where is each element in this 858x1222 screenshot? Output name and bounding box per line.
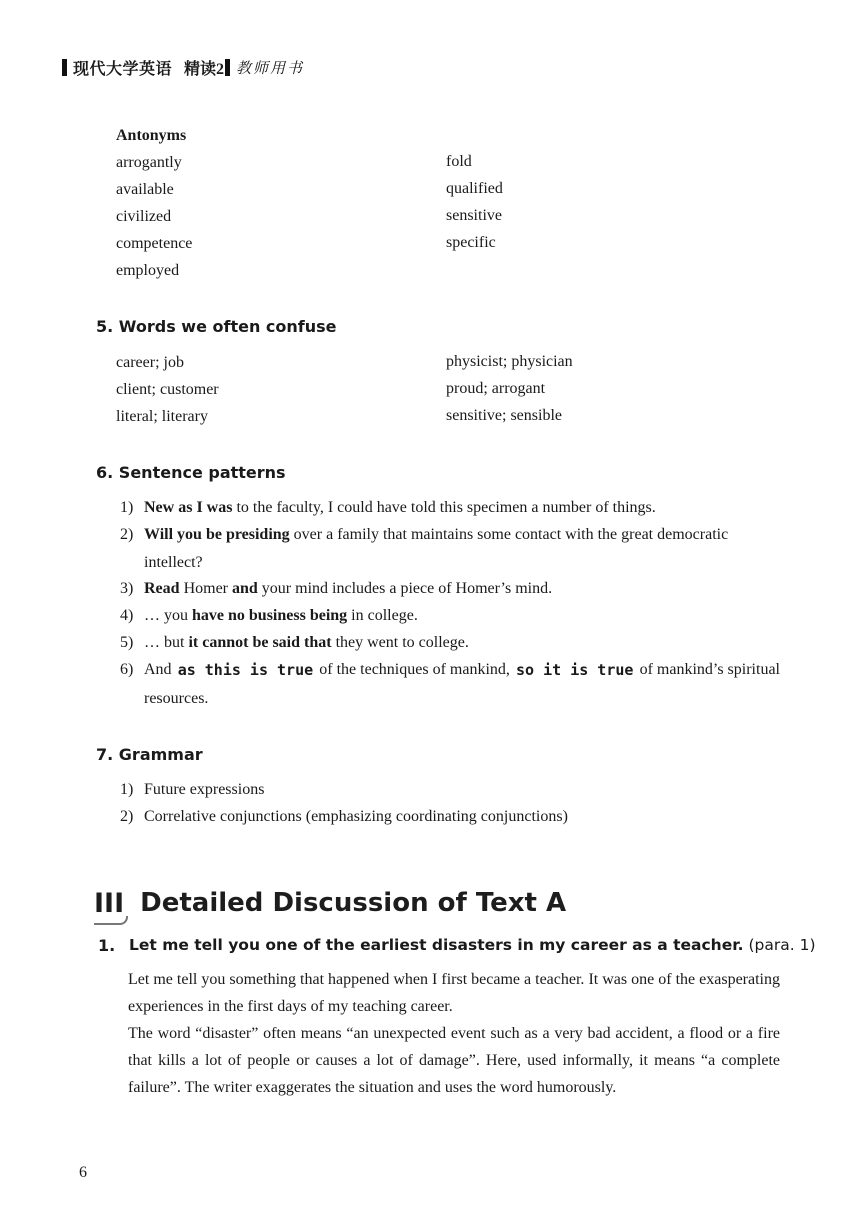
list-number: 4) [120,607,134,624]
pattern-text: in college. [347,607,418,624]
pattern-bold: as this is true [177,661,314,679]
confuse-pair-right: proud; arrogant [446,380,546,397]
page-number: 6 [79,1164,87,1181]
section-number: 7. [96,745,114,764]
pattern-bold: New as I was [144,499,233,516]
book-subtitle: 精读2 [184,60,225,78]
confuse-pair-right: sensitive; sensible [446,407,562,424]
sentence-pattern-continuation: intellect? [144,554,203,571]
pattern-bold: Will you be presiding [144,526,290,543]
header-bar-left [62,59,67,76]
pattern-bold: have no business being [192,607,348,624]
running-header [62,54,304,80]
confuse-pair-left: career; job [116,354,184,371]
section-title: Sentence patterns [118,463,286,482]
list-number: 6) [120,661,134,678]
book-edition: 教师用书 [236,60,305,77]
section-7-heading [96,745,203,764]
pattern-text: over a family that maintains some contact with the great democratic [289,526,729,543]
antonym-left: available [116,181,174,198]
antonyms-heading: Antonyms [116,127,187,144]
list-number: 1) [120,781,134,798]
pattern-text: of mankind’s spiritual [639,661,780,678]
section-5-heading [96,317,337,336]
antonym-right: specific [446,234,496,251]
discussion-paragraph: Let me tell you something that happened when I first became a teacher. It was one of the exasperating experiences in the first days of my teaching career. [128,971,780,1015]
pattern-text: to the faculty, I could have told this specimen a number of things. [232,499,656,516]
roman-numeral-text: III [94,887,125,919]
part-heading [94,880,566,926]
list-number: 5) [120,634,134,651]
pattern-text: … you [144,607,192,624]
pattern-bold: it cannot be said that [188,634,332,651]
antonym-left: civilized [116,208,172,225]
header-bar-right [225,59,230,76]
list-number: 2) [120,526,134,543]
section-title: Grammar [118,745,203,764]
sentence-pattern-item [144,661,780,679]
roman-numeral-underline [94,916,128,925]
grammar-item: Future expressions [144,781,265,798]
discussion-quote: Let me tell you one of the earliest disasters in my career as a teacher. [129,936,744,954]
pattern-text: And [144,661,172,678]
antonym-right: qualified [446,180,503,197]
section-title: Words we often confuse [118,317,337,336]
list-number: 3) [120,580,134,597]
part-title: Detailed Discussion of Text A [140,888,567,918]
sentence-pattern-continuation: resources. [144,690,209,707]
discussion-paragraph: The word “disaster” often means “an unexpected event such as a very bad accident, a flood or a fire that kills a lot of people or causes a lot of damage”. Here, used informally, it means “a complete failure”. The writer exaggerates the situation and uses the word humorously. [128,1025,780,1096]
confuse-pair-right: physicist; physician [446,353,573,370]
section-6-heading [96,463,286,482]
part-roman-numeral [94,888,126,919]
list-number: 2) [120,808,134,825]
pattern-text: Homer [179,580,232,597]
antonym-left: competence [116,235,193,252]
sentence-pattern-item [144,499,656,517]
sentence-pattern-item [144,607,418,625]
antonym-right: sensitive [446,207,502,224]
section-number: 6. [96,463,114,482]
sentence-pattern-item [144,580,552,598]
sentence-pattern-item [144,634,469,652]
pattern-text: your mind includes a piece of Homer’s mind. [257,580,553,597]
confuse-pair-left: literal; literary [116,408,208,425]
sentence-pattern-item [144,526,728,544]
pattern-text: they went to college. [331,634,469,651]
pattern-bold: and [232,580,258,597]
pattern-text: of the techniques of mankind, [319,661,510,678]
discussion-title [129,936,816,954]
antonym-left: employed [116,262,180,279]
discussion-number: 1. [98,936,116,955]
antonym-left: arrogantly [116,154,182,171]
pattern-text: … but [144,634,189,651]
section-number: 5. [96,317,114,336]
pattern-bold: Read [144,580,180,597]
pattern-bold: so it is true [516,661,634,679]
confuse-pair-left: client; customer [116,381,219,398]
discussion-ref: (para. 1) [748,936,816,954]
book-title: 现代大学英语 [73,60,173,78]
list-number: 1) [120,499,134,516]
antonym-right: fold [446,153,472,170]
grammar-item: Correlative conjunctions (emphasizing coordinating conjunctions) [144,808,568,825]
